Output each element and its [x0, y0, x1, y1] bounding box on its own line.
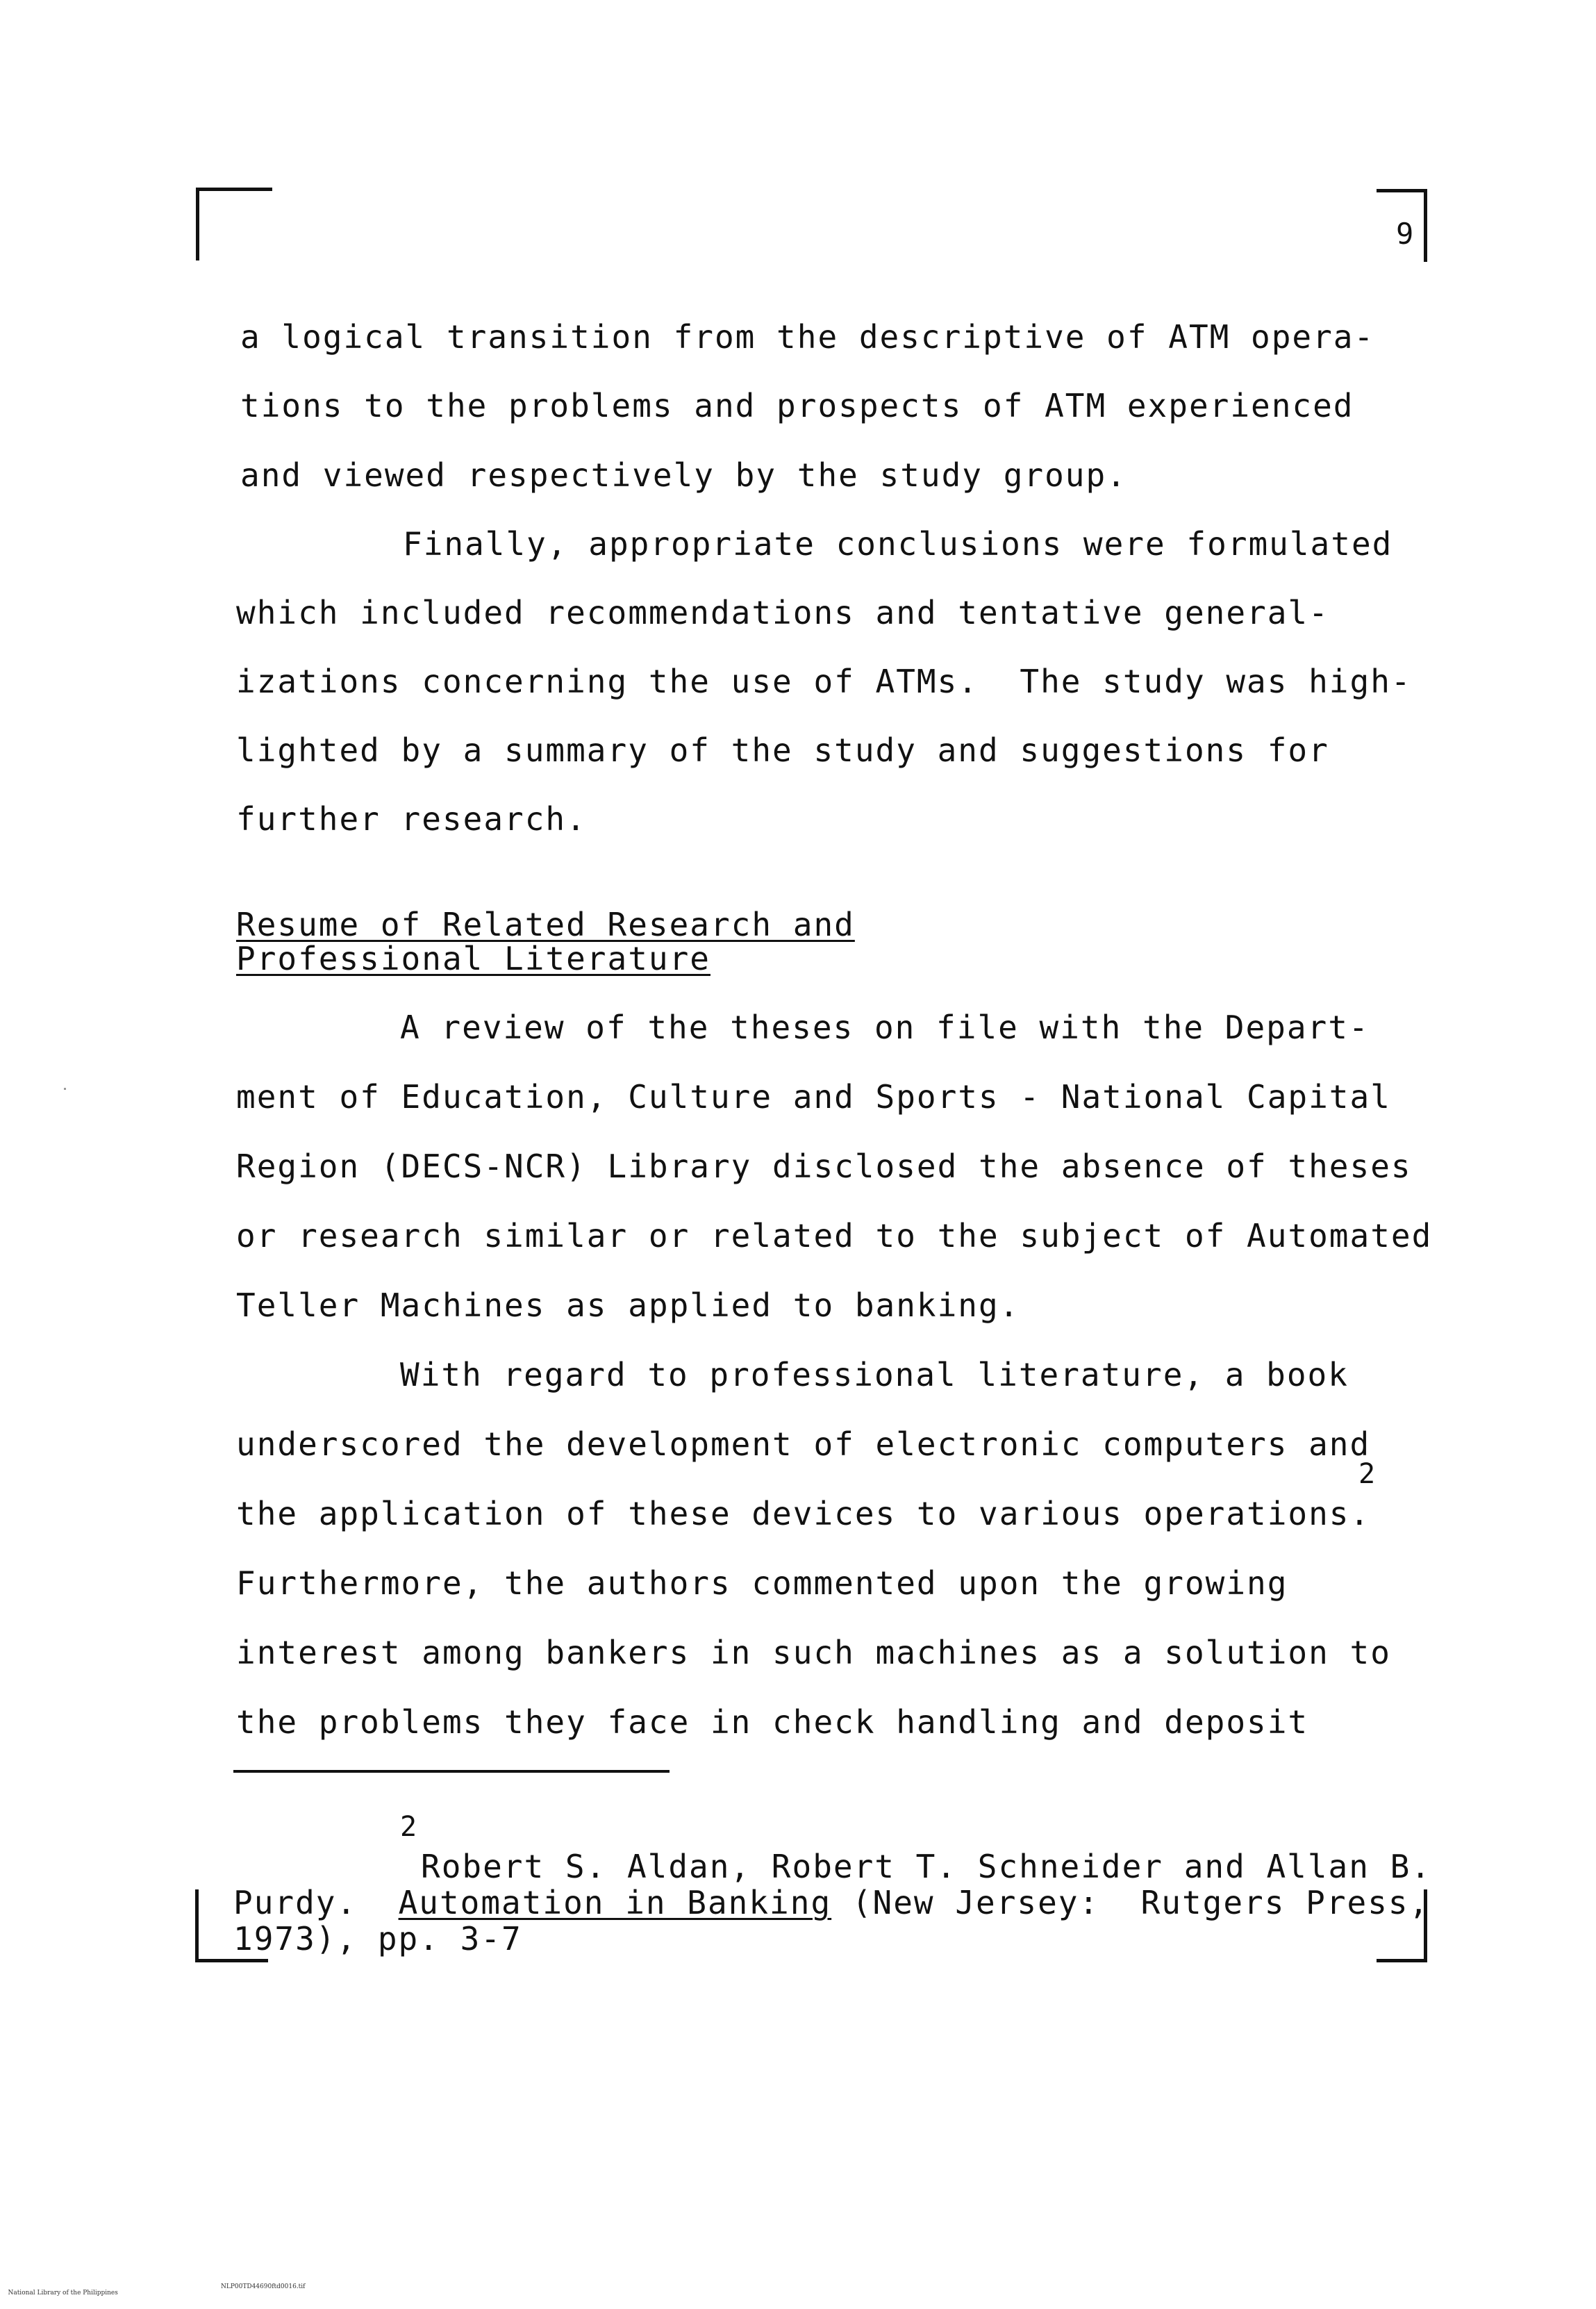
- footnote-marker: 2: [400, 1811, 419, 1843]
- book-title: Automation in Banking: [398, 1884, 832, 1921]
- paragraph-line: interest among bankers in such machines as a solution to: [236, 1634, 1391, 1671]
- paragraph-line: Furthermore, the authors commented upon the growing: [236, 1564, 1288, 1602]
- footnote-reference-marker: 2: [1358, 1458, 1377, 1490]
- paragraph-line: izations concerning the use of ATMs. The study was high-: [236, 663, 1412, 700]
- paragraph-line: Finally, appropriate conclusions were formulated: [403, 525, 1393, 563]
- paragraph-line: the problems they face in check handling and deposit: [236, 1703, 1309, 1741]
- paragraph-line: With regard to professional literature, a book: [400, 1356, 1349, 1393]
- crop-mark-top-left: [196, 188, 272, 260]
- paragraph-line: or research similar or related to the subject of Automated: [236, 1217, 1433, 1255]
- paragraph-line: A review of the theses on file with the Depart-: [400, 1009, 1370, 1046]
- paragraph-line: further research.: [236, 800, 587, 838]
- paragraph-line: lighted by a summary of the study and suggestions for: [236, 731, 1329, 769]
- page-number: 9: [1396, 217, 1414, 251]
- paragraph-line: which included recommendations and tentative general-: [236, 594, 1329, 631]
- paragraph-line: a logical transition from the descriptive of ATM opera-: [240, 318, 1375, 356]
- footnote-text: (New Jersey: Rutgers Press,: [831, 1884, 1430, 1921]
- section-heading-line: Resume of Related Research and: [236, 906, 855, 943]
- footnote-line: Robert S. Aldan, Robert T. Schneider and Allan B.: [421, 1848, 1432, 1885]
- footnote-line: 1973), pp. 3-7: [233, 1920, 522, 1958]
- paragraph-line: and viewed respectively by the study group.: [240, 456, 1127, 494]
- paragraph-line: the application of these devices to various operations.: [236, 1495, 1371, 1532]
- paragraph-line: Region (DECS-NCR) Library disclosed the absence of theses: [236, 1148, 1412, 1185]
- scan-footer: [0, 2283, 306, 2309]
- scan-file-name: NLP00TD44690ftd0016.tif: [221, 2283, 306, 2290]
- footnote-separator-rule: [233, 1770, 670, 1773]
- section-heading-line: Professional Literature: [236, 940, 710, 977]
- scan-library-label: National Library of the Philippines: [8, 2290, 118, 2296]
- paragraph-line: ment of Education, Culture and Sports - National Capital: [236, 1078, 1391, 1116]
- paragraph-line: tions to the problems and prospects of ATM experienced: [240, 387, 1354, 424]
- paragraph-line: Teller Machines as applied to banking.: [236, 1286, 1020, 1324]
- scan-speck: [64, 1088, 66, 1090]
- paragraph-line: underscored the development of electronic computers and: [236, 1425, 1371, 1463]
- footnote-line: [233, 1884, 1430, 1921]
- footnote-text: Purdy.: [233, 1884, 399, 1921]
